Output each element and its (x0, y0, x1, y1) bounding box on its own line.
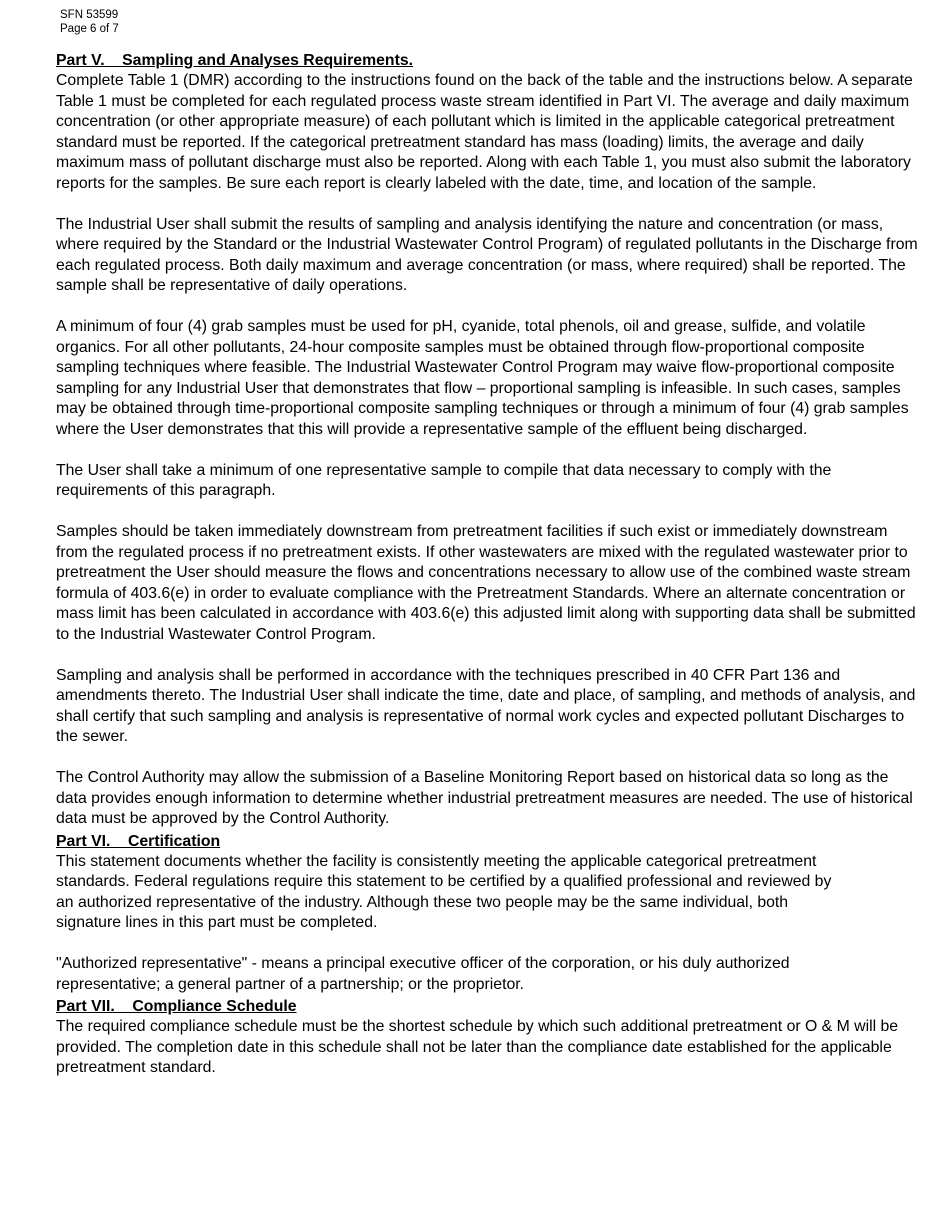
part-vii-section (56, 998, 918, 1079)
part-vi-paragraph: "Authorized representative" - means a principal executive officer of the corporation, or his duly authorized representative; a general partner of a partnership; or the proprietor. (56, 955, 790, 993)
document-body (56, 52, 918, 1079)
part-v-paragraph: Sampling and analysis shall be performed in accordance with the techniques prescribed in 40 CFR Part 136 and amendments thereto. The Industrial User shall indicate the time, date and place, of sampling, and methods of analysis, and shall certify that such sampling and analysis is representative of normal work cycles and expected pollutant Discharges to the sewer. (56, 666, 916, 745)
form-number: SFN 53599 (60, 9, 119, 21)
part-v-paragraph: A minimum of four (4) grab samples must be used for pH, cyanide, total phenols, oil and grease, sulfide, and volatile organics. For all other pollutants, 24-hour composite samples must be obtained through flow-proportional composite sampling techniques where feasible. The Industrial Wastewater Control Program may waive flow-proportional composite sampling for any Industrial User that demonstrates that flow – proportional sampling is infeasible. In such cases, samples may be obtained through time-proportional composite sampling techniques or through a minimum of four (4) grab samples where the User demonstrates that this will provide a representative sample of the effluent being discharged. (56, 318, 909, 438)
part-v-paragraph: The Control Authority may allow the submission of a Baseline Monitoring Report based on historical data so long as the data provides enough information to determine whether industrial pretreatment measures are needed. The use of historical data must be approved by the Control Authority. (56, 769, 913, 827)
part-vii-paragraph: The required compliance schedule must be the shortest schedule by which such additional pretreatment or O & M will be provided. The completion date in this schedule shall not be later than the compliance date established for the applicable pretreatment standard. (56, 1018, 899, 1076)
part-v-heading: Part V. Sampling and Analyses Requirements. (56, 52, 414, 69)
part-vi-paragraph: This statement documents whether the facility is consistently meeting the applicable categorical pretreatment standards. Federal regulations require this statement to be certified by a qualified professional and reviewed by an authorized representative of the industry. Although these two people may be the same individual, both signature lines in this part must be completed. (56, 852, 832, 931)
part-vi-section (56, 833, 918, 996)
part-v-paragraph: The Industrial User shall submit the results of sampling and analysis identifying the nature and concentration (or mass, where required by the Standard or the Industrial Wastewater Control Program) of regulated pollutants in the Discharge from each regulated process. Both daily maximum and average concentration (or mass, where required) shall be reported. The sample shall be representative of daily operations. (56, 215, 918, 294)
form-header (60, 8, 119, 36)
part-v-section (56, 52, 918, 830)
page-number: Page 6 of 7 (60, 23, 119, 35)
part-v-paragraph: Complete Table 1 (DMR) according to the instructions found on the back of the table and the instructions below. A separate Table 1 must be completed for each regulated process waste stream identified in Part VI. The average and daily maximum concentration (or other appropriate measure) of each pollutant which is limited in the applicable categorical pretreatment standard must be reported. If the categorical pretreatment standard has mass (loading) limits, the average and daily maximum mass of pollutant discharge must also be reported. Along with each Table 1, you must also submit the laboratory reports for the samples. Be sure each report is clearly labeled with the date, time, and location of the sample. (56, 72, 913, 192)
part-vii-heading: Part VII. Compliance Schedule (56, 998, 297, 1015)
part-v-paragraph: Samples should be taken immediately downstream from pretreatment facilities if such exist or immediately downstream from the regulated process if no pretreatment exists. If other wastewaters are mixed with the regulated wastewater prior to pretreatment the User should measure the flows and concentrations necessary to allow use of the combined waste stream formula of 403.6(e) in order to evaluate compliance with the Pretreatment Standards. Where an alternate concentration or mass limit has been calculated in accordance with 403.6(e) this adjusted limit along with supporting data shall be submitted to the Industrial Wastewater Control Program. (56, 523, 916, 643)
part-vi-heading: Part VI. Certification (56, 832, 221, 850)
part-v-paragraph: The User shall take a minimum of one representative sample to compile that data necessary to comply with the requirements of this paragraph. (56, 461, 832, 499)
